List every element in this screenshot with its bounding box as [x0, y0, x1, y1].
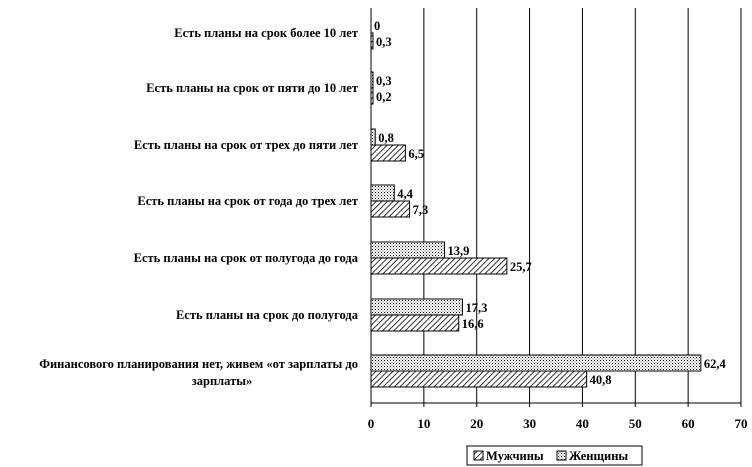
- bar-men: [371, 88, 373, 104]
- data-label: 16,6: [461, 317, 484, 331]
- x-tick-label: 40: [575, 416, 589, 431]
- x-tick-label: 10: [417, 416, 431, 431]
- bar-men: [371, 315, 459, 331]
- category-label: Есть планы на срок от пяти до 10 лет: [146, 81, 358, 95]
- legend-label: Женщины: [569, 449, 629, 463]
- x-tick-label: 0: [367, 416, 375, 431]
- data-label: 0,2: [376, 90, 392, 104]
- data-label: 13,9: [447, 244, 470, 258]
- x-tick-label: 70: [734, 416, 748, 431]
- data-label: 25,7: [509, 260, 532, 274]
- category-label: Есть планы на срок до полугода: [175, 308, 358, 322]
- bar-women: [371, 242, 444, 258]
- bar-men: [371, 201, 410, 217]
- data-label: 62,4: [703, 357, 726, 371]
- data-label: 40,8: [589, 373, 612, 387]
- legend-swatch: [474, 451, 483, 460]
- legend: [467, 446, 642, 465]
- bar-men: [371, 145, 405, 161]
- data-label: 4,4: [397, 187, 413, 201]
- data-label: 0: [374, 19, 381, 33]
- bar-women: [371, 299, 462, 315]
- data-label: 7,3: [412, 203, 429, 217]
- bar-women: [371, 185, 394, 201]
- bar-women: [371, 355, 701, 371]
- data-label: 0,3: [376, 35, 392, 49]
- category-label: Финансового планирования нет, живем «от зарплаты до зарплаты»: [39, 357, 358, 388]
- category-label: Есть планы на срок от года до трех лет: [137, 194, 358, 208]
- data-label: 6,5: [408, 147, 424, 161]
- data-label: 0,3: [376, 74, 392, 88]
- data-label: 17,3: [465, 301, 488, 315]
- bar-women: [371, 129, 375, 145]
- bar-men: [371, 33, 373, 49]
- legend-label: Мужчины: [486, 449, 544, 463]
- category-label: Есть планы на срок от полугода до года: [133, 251, 358, 265]
- bar-women: [371, 72, 373, 88]
- category-label: Есть планы на срок от трех до пяти лет: [133, 138, 358, 152]
- legend-swatch: [557, 451, 566, 460]
- bar-men: [371, 371, 587, 387]
- x-tick-label: 30: [523, 416, 537, 431]
- bar-men: [371, 258, 507, 274]
- data-label: 0,8: [378, 131, 394, 145]
- x-tick-label: 60: [681, 416, 695, 431]
- category-label: Есть планы на срок более 10 лет: [174, 26, 358, 40]
- x-tick-label: 20: [470, 416, 484, 431]
- x-tick-label: 50: [628, 416, 642, 431]
